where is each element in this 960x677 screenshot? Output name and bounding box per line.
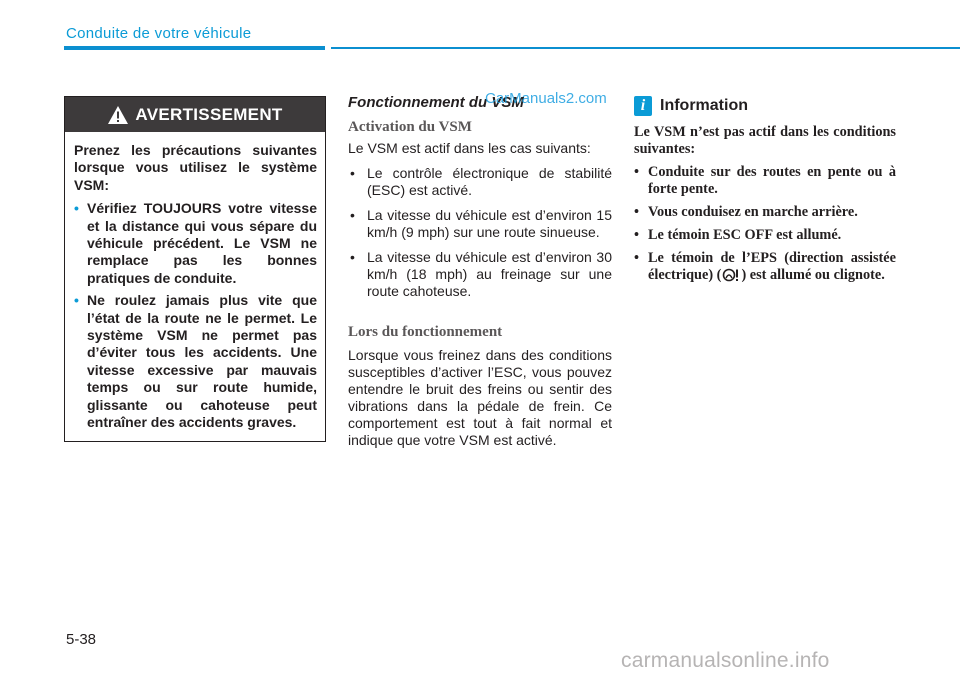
section-header-title: Conduite de votre véhicule — [66, 25, 252, 42]
information-item: • Conduite sur des routes en pente ou à forte pente. — [634, 164, 896, 197]
operation-text: Lorsque vous freinez dans des conditions susceptibles d’activer l’ESC, vous pouvez entendre le bruit des freins ou sentir des vibrations dans la pédale de frein. Ce comportement est tout à fait normal et indique que votre VSM est activé. — [348, 347, 612, 448]
info-icon: i — [634, 96, 652, 116]
warning-list — [74, 200, 317, 431]
activation-intro: Le VSM est actif dans les cas suivants: — [348, 140, 591, 156]
activation-title: Activation du VSM — [348, 119, 472, 135]
information-column — [634, 96, 896, 284]
bullet-icon: • — [74, 200, 79, 217]
information-title: Information — [660, 97, 748, 114]
warning-title: AVERTISSEMENT — [135, 104, 283, 124]
information-item: • Le témoin de l’EPS (direction assistée électrique) ( ) est allumé ou clignote. — [634, 250, 896, 283]
information-item: • Vous conduisez en marche arrière. — [634, 204, 858, 220]
activation-item: • Le contrôle électronique de stabilité (ESC) est activé. — [350, 165, 612, 198]
footer-watermark: carmanualsonline.info — [621, 649, 830, 672]
page-number: 5-38 — [66, 631, 97, 648]
activation-list — [348, 165, 612, 300]
watermark-text: CarManuals2.com — [485, 90, 607, 107]
bullet-icon: • — [74, 292, 79, 309]
warning-triangle-icon — [107, 105, 129, 125]
warning-intro: Prenez les précautions suivantes lorsque vous utilisez le système VSM: — [74, 142, 317, 193]
information-header — [634, 96, 896, 116]
warning-box — [64, 96, 326, 442]
header-rule-thick — [64, 46, 325, 50]
eps-warning-icon — [721, 268, 741, 282]
warning-header — [65, 97, 325, 132]
information-list — [634, 164, 896, 284]
information-intro: Le VSM n’est pas actif dans les conditions suivantes: — [634, 124, 896, 157]
warning-item: • Ne roulez jamais plus vite que l’état de la route ne le permet. Le système VSM ne permet pas d’éviter tous les accidents. Une vitesse excessive par mauvais temps ou sur route humide, glissante ou cahoteuse peut entraîner des accidents graves. — [74, 292, 317, 431]
activation-item: • La vitesse du véhicule est d’environ 15 km/h (9 mph) sur une route sinueuse. — [350, 207, 612, 240]
header-rule-thin — [331, 47, 960, 49]
activation-item: • La vitesse du véhicule est d’environ 30 km/h (18 mph) au freinage sur une route cahoteuse. — [350, 249, 612, 299]
warning-item: • Vérifiez TOUJOURS votre vitesse et la distance qui vous sépare du véhicule précédent. Le VSM ne remplace pas les bonnes pratiques de conduite. — [74, 200, 317, 286]
operation-title: Lors du fonctionnement — [348, 324, 503, 340]
information-item: • Le témoin ESC OFF est allumé. — [634, 227, 842, 243]
middle-column — [348, 94, 612, 449]
vsm-operation-title: Fonctionnement du VSM — [348, 94, 524, 111]
information-body — [634, 124, 896, 284]
warning-body — [65, 132, 325, 432]
